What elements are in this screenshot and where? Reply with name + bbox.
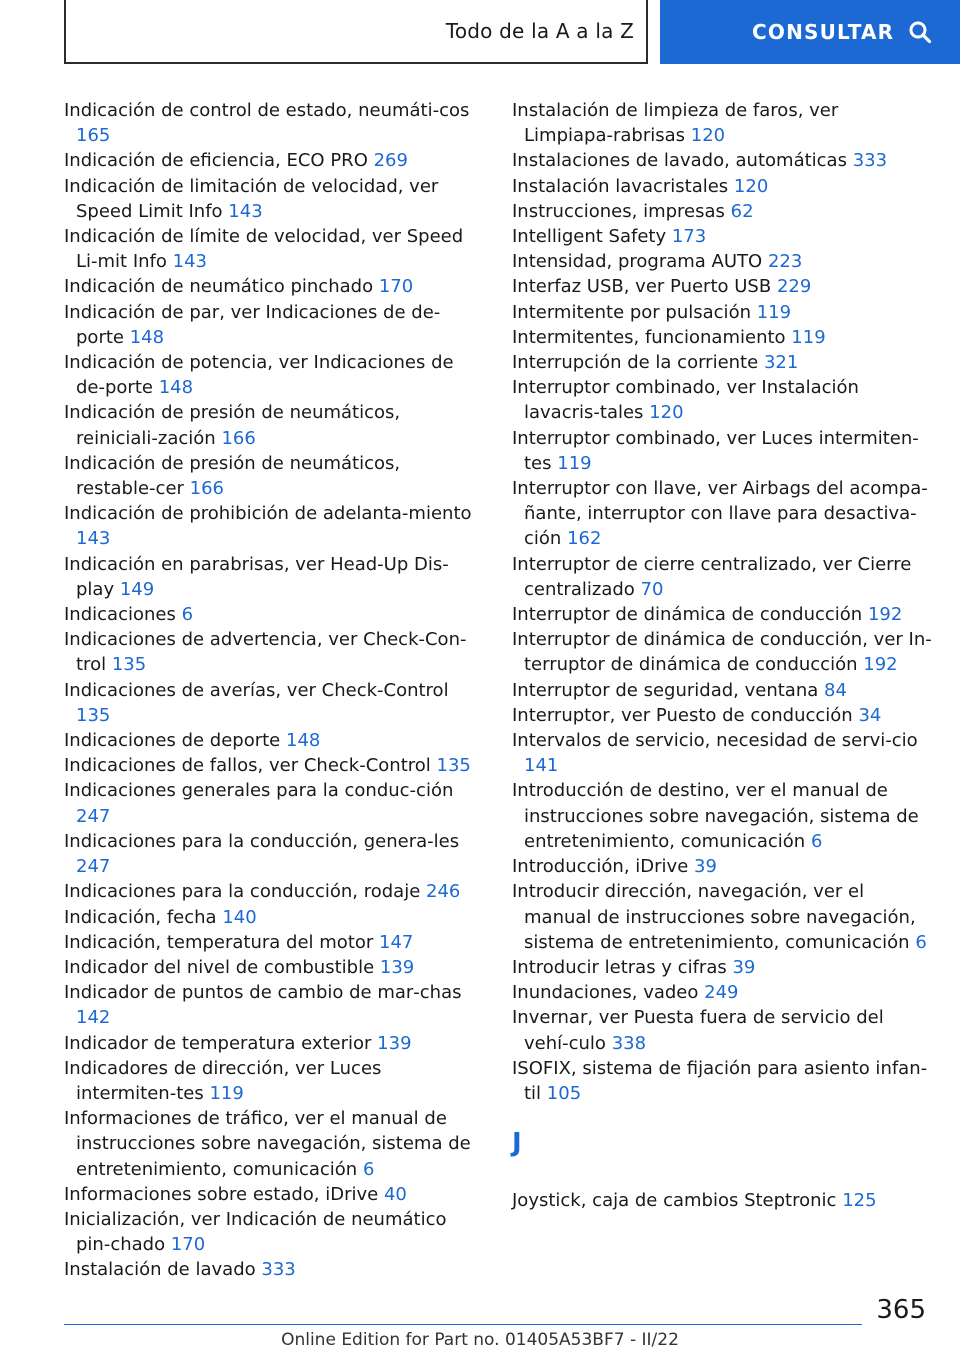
index-entry-text: Instrucciones, impresas bbox=[512, 200, 725, 222]
index-entry bbox=[64, 728, 484, 753]
index-entry bbox=[64, 350, 484, 400]
index-entry bbox=[512, 274, 932, 299]
index-entry bbox=[64, 778, 484, 828]
page-reference-link[interactable]: 120 bbox=[649, 402, 684, 424]
index-entry bbox=[512, 602, 932, 627]
index-entry bbox=[512, 148, 932, 173]
page-reference-link[interactable]: 162 bbox=[567, 528, 602, 550]
index-entry-text: Indicación de eficiencia, ECO PRO bbox=[64, 150, 368, 172]
index-entry bbox=[512, 854, 932, 879]
page-reference-link[interactable]: 165 bbox=[76, 125, 111, 147]
page-reference-link[interactable]: 142 bbox=[76, 1007, 111, 1029]
index-entry bbox=[512, 350, 932, 375]
index-entry bbox=[64, 1182, 484, 1207]
page-reference-link[interactable]: 119 bbox=[756, 301, 792, 323]
index-entry-text: Inicialización, ver Indicación de neumático pin‐chado bbox=[64, 1208, 447, 1256]
page-reference-link[interactable]: 135 bbox=[76, 704, 111, 726]
index-entry bbox=[512, 552, 932, 602]
page-reference-link[interactable]: 6 bbox=[915, 931, 927, 953]
index-entry bbox=[64, 300, 484, 350]
index-entry-text: Informaciones sobre estado, iDrive bbox=[64, 1183, 379, 1205]
index-entry-text: Intermitente por pulsación bbox=[512, 301, 751, 323]
page-reference-link[interactable]: 120 bbox=[690, 125, 726, 147]
index-entry-text: Indicaciones de deporte bbox=[64, 730, 281, 752]
page-reference-link[interactable]: 338 bbox=[611, 1032, 647, 1054]
index-entry-text: Joystick, caja de cambios Steptronic bbox=[512, 1190, 837, 1212]
index-entry-text: Interruptor de dinámica de conducción bbox=[512, 604, 863, 626]
page-reference-link[interactable]: 6 bbox=[810, 830, 823, 852]
index-entry-text: Instalaciones de lavado, automáticas bbox=[512, 150, 847, 172]
page-reference-link[interactable]: 139 bbox=[379, 956, 415, 978]
index-column-right bbox=[512, 98, 932, 1213]
consult-label: CONSULTAR bbox=[752, 20, 895, 44]
index-entry bbox=[64, 1031, 484, 1056]
index-entry bbox=[512, 879, 932, 955]
index-entry bbox=[64, 980, 484, 1030]
page-reference-link[interactable]: 229 bbox=[776, 276, 812, 298]
page-reference-link[interactable]: 140 bbox=[222, 906, 257, 928]
index-entry-text: Indicaciones para la conducción, rodaje bbox=[64, 881, 421, 903]
index-entry-text: Indicaciones de averías, ver Check-Control bbox=[64, 679, 449, 701]
index-entry-text: Intelligent Safety bbox=[512, 226, 667, 248]
page-reference-link[interactable]: 247 bbox=[76, 856, 111, 878]
index-entry-text: Indicaciones de fallos, ver Check-Control bbox=[64, 755, 431, 777]
page-reference-link[interactable]: 166 bbox=[221, 427, 256, 449]
index-entry bbox=[512, 300, 932, 325]
page-reference-link[interactable]: 333 bbox=[261, 1259, 296, 1281]
page-reference-link[interactable]: 333 bbox=[852, 150, 888, 172]
page-reference-link[interactable]: 40 bbox=[383, 1183, 407, 1205]
page-reference-link[interactable]: 105 bbox=[546, 1082, 582, 1104]
page-reference-link[interactable]: 119 bbox=[557, 452, 592, 474]
index-entry-text: Interruptor con llave, ver Airbags del acompa‐ñante, interruptor con llave para desactiva‐ción bbox=[512, 478, 928, 550]
index-entry bbox=[512, 325, 932, 350]
index-entry-text: Indicación de control de estado, neumáti‐cos bbox=[64, 100, 470, 121]
index-entry bbox=[512, 980, 932, 1005]
index-entry bbox=[64, 1257, 484, 1282]
page-reference-link[interactable]: 39 bbox=[694, 856, 717, 878]
index-entry-text: Interruptor de seguridad, ventana bbox=[512, 679, 819, 701]
page-reference-link[interactable]: 141 bbox=[524, 755, 559, 777]
page-reference-link[interactable]: 34 bbox=[858, 704, 882, 726]
page-reference-link[interactable]: 84 bbox=[824, 679, 847, 701]
index-entry-text: Indicación de presión de neumáticos, reiniciali‐zación bbox=[64, 402, 401, 449]
index-entry-text: Indicación, temperatura del motor bbox=[64, 931, 374, 953]
index-entry bbox=[512, 955, 932, 980]
index-entry bbox=[512, 375, 932, 425]
index-entry-text: Instalación de lavado bbox=[64, 1259, 256, 1281]
index-entry-text: ISOFIX, sistema de fijación para asiento infan‐til bbox=[512, 1057, 928, 1104]
index-entry bbox=[64, 753, 484, 778]
footer-edition-text: Online Edition for Part no. 01405A53BF7 - II/22 bbox=[281, 1330, 679, 1350]
index-entry bbox=[512, 1005, 932, 1055]
index-entry-text: Interruptor de dinámica de conducción, ver In‐terruptor de dinámica de conducción bbox=[512, 629, 932, 676]
page-reference-link[interactable]: 143 bbox=[228, 200, 263, 222]
page-reference-link[interactable]: 39 bbox=[732, 956, 756, 978]
page-reference-link[interactable]: 6 bbox=[362, 1158, 375, 1180]
consult-button[interactable] bbox=[660, 0, 960, 64]
index-entry-text: Interruptor combinado, ver Instalación lavacris‐tales bbox=[512, 377, 859, 424]
page-reference-link[interactable]: 120 bbox=[733, 175, 769, 197]
index-entry bbox=[512, 98, 932, 148]
page-reference-link[interactable]: 192 bbox=[867, 604, 903, 626]
page-reference-link[interactable]: 147 bbox=[379, 931, 414, 953]
index-entry bbox=[64, 1207, 484, 1257]
page-reference-link[interactable]: 62 bbox=[730, 200, 754, 222]
index-entry bbox=[64, 829, 484, 879]
page-reference-link[interactable]: 170 bbox=[378, 276, 414, 298]
index-entry bbox=[512, 174, 932, 199]
page-reference-link[interactable]: 223 bbox=[767, 251, 803, 273]
index-entry-text: Interrupción de la corriente bbox=[512, 352, 759, 374]
index-entry bbox=[64, 552, 484, 602]
index-entry bbox=[512, 627, 932, 677]
index-entry-text: Indicaciones generales para la conduc‐ción bbox=[64, 780, 454, 802]
index-entry bbox=[64, 879, 484, 904]
index-entry-text: Introducir letras y cifras bbox=[512, 956, 727, 978]
page-reference-link[interactable]: 148 bbox=[286, 730, 321, 752]
search-icon bbox=[908, 20, 932, 44]
page-reference-link[interactable]: 125 bbox=[842, 1190, 877, 1212]
page-reference-link[interactable]: 143 bbox=[76, 528, 111, 550]
index-entry-text: Indicación en parabrisas, ver Head-Up Dis‐play bbox=[64, 553, 449, 600]
index-entry bbox=[64, 174, 484, 224]
index-entry bbox=[64, 400, 484, 450]
index-entry-text: Indicador del nivel de combustible bbox=[64, 956, 375, 978]
section-label: Todo de la A a la Z bbox=[445, 19, 634, 43]
section-header-tab[interactable] bbox=[64, 0, 648, 64]
index-entry bbox=[512, 249, 932, 274]
index-entry bbox=[64, 627, 484, 677]
index-entry-text: Intermitentes, funcionamiento bbox=[512, 326, 786, 348]
index-entry-text: Instalación lavacristales bbox=[512, 175, 729, 197]
index-entry-text: Indicación de potencia, ver Indicaciones de de‐porte bbox=[64, 352, 454, 399]
index-entry bbox=[64, 501, 484, 551]
page-reference-link[interactable]: 192 bbox=[863, 654, 898, 676]
page-reference-link[interactable]: 166 bbox=[189, 478, 225, 500]
index-entry-text: Indicación de par, ver Indicaciones de de‐porte bbox=[64, 301, 441, 348]
index-letter-heading: J bbox=[512, 1128, 522, 1159]
index-entry bbox=[512, 678, 932, 703]
index-entry-text: Indicación de límite de velocidad, ver Speed Li‐mit Info bbox=[64, 226, 464, 273]
page-reference-link[interactable]: 119 bbox=[209, 1082, 244, 1104]
page-reference-link[interactable]: 149 bbox=[119, 578, 155, 600]
index-entry-text: Introducir dirección, navegación, ver el manual de instrucciones sobre navegación, sistema de entretenimiento, comunicación bbox=[512, 881, 916, 953]
index-entry bbox=[512, 1188, 932, 1213]
page-reference-link[interactable]: 135 bbox=[111, 654, 147, 676]
index-entry-text: Interfaz USB, ver Puerto USB bbox=[512, 276, 772, 298]
page-reference-link[interactable]: 246 bbox=[426, 881, 461, 903]
index-entry-text: Indicaciones bbox=[64, 604, 176, 626]
index-entry bbox=[64, 274, 484, 299]
page-reference-link[interactable]: 249 bbox=[704, 982, 739, 1004]
page-reference-link[interactable]: 269 bbox=[373, 150, 408, 172]
index-entry-text: Indicación de limitación de velocidad, ver Speed Limit Info bbox=[64, 175, 439, 222]
page-reference-link[interactable]: 6 bbox=[181, 604, 194, 626]
index-entry bbox=[64, 955, 484, 980]
page-reference-link[interactable]: 148 bbox=[129, 326, 165, 348]
page-reference-link[interactable]: 119 bbox=[791, 326, 826, 348]
index-entry bbox=[512, 728, 932, 778]
page-reference-link[interactable]: 173 bbox=[671, 226, 707, 248]
index-entry-text: Indicador de puntos de cambio de mar‐chas bbox=[64, 982, 462, 1004]
index-entry-text: Indicación, fecha bbox=[64, 906, 217, 928]
index-entry bbox=[512, 199, 932, 224]
index-entry-text: Intervalos de servicio, necesidad de servi‐cio bbox=[512, 730, 918, 752]
index-entry-text: Interruptor combinado, ver Luces intermiten‐tes bbox=[512, 427, 919, 474]
index-entry-text: Interruptor de cierre centralizado, ver Cierre centralizado bbox=[512, 553, 912, 600]
index-entry bbox=[512, 224, 932, 249]
index-entry-text: Introducción de destino, ver el manual de instrucciones sobre navegación, sistema de entretenimiento, comunicación bbox=[512, 780, 919, 852]
index-entry bbox=[512, 703, 932, 728]
footer-divider bbox=[64, 1324, 862, 1325]
page-number: 365 bbox=[876, 1295, 926, 1325]
page-reference-link[interactable]: 247 bbox=[76, 805, 111, 827]
index-entry bbox=[64, 1056, 484, 1106]
index-entry-text: Intensidad, programa AUTO bbox=[512, 251, 763, 273]
index-entry bbox=[64, 905, 484, 930]
page-reference-link[interactable]: 70 bbox=[640, 578, 664, 600]
index-entry-text: Invernar, ver Puesta fuera de servicio del vehí‐culo bbox=[512, 1007, 884, 1054]
index-entry-text: Indicaciones para la conducción, genera‐les bbox=[64, 830, 460, 852]
index-entry-text: Introducción, iDrive bbox=[512, 856, 689, 878]
index-entry bbox=[512, 476, 932, 552]
index-entry bbox=[64, 1106, 484, 1182]
index-entry-text: Indicación de neumático pinchado bbox=[64, 276, 374, 298]
index-entry-text: Inundaciones, vadeo bbox=[512, 982, 699, 1004]
index-entry-text: Indicaciones de advertencia, ver Check-Con‐trol bbox=[64, 629, 467, 676]
index-entry bbox=[512, 778, 932, 854]
page-reference-link[interactable]: 135 bbox=[436, 755, 471, 777]
index-entry-text: Indicación de presión de neumáticos, restable‐cer bbox=[64, 452, 401, 500]
page-reference-link[interactable]: 321 bbox=[763, 352, 799, 374]
index-entry bbox=[512, 426, 932, 476]
index-entry bbox=[64, 602, 484, 627]
page-reference-link[interactable]: 139 bbox=[377, 1032, 412, 1054]
page-reference-link[interactable]: 143 bbox=[172, 251, 207, 273]
index-entry-text: Indicación de prohibición de adelanta‐miento bbox=[64, 503, 472, 525]
page-reference-link[interactable]: 170 bbox=[170, 1234, 206, 1256]
index-entry bbox=[64, 148, 484, 173]
index-entry-text: Instalación de limpieza de faros, ver Limpiapa‐rabrisas bbox=[512, 100, 839, 147]
index-entry-text: Informaciones de tráfico, ver el manual de instrucciones sobre navegación, sistema de entretenimiento, comunicación bbox=[64, 1108, 471, 1180]
index-entry bbox=[64, 678, 484, 728]
index-entry-text: Interruptor, ver Puesto de conducción bbox=[512, 704, 853, 726]
page-reference-link[interactable]: 148 bbox=[158, 377, 194, 399]
index-entry-text: Indicadores de dirección, ver Luces intermiten‐tes bbox=[64, 1057, 382, 1104]
index-entry bbox=[64, 930, 484, 955]
index-entry bbox=[64, 98, 484, 148]
index-entry bbox=[64, 224, 484, 274]
index-entry bbox=[512, 1056, 932, 1106]
index-entry-text: Indicador de temperatura exterior bbox=[64, 1032, 372, 1054]
index-column-left bbox=[64, 98, 484, 1283]
index-entry bbox=[64, 451, 484, 501]
